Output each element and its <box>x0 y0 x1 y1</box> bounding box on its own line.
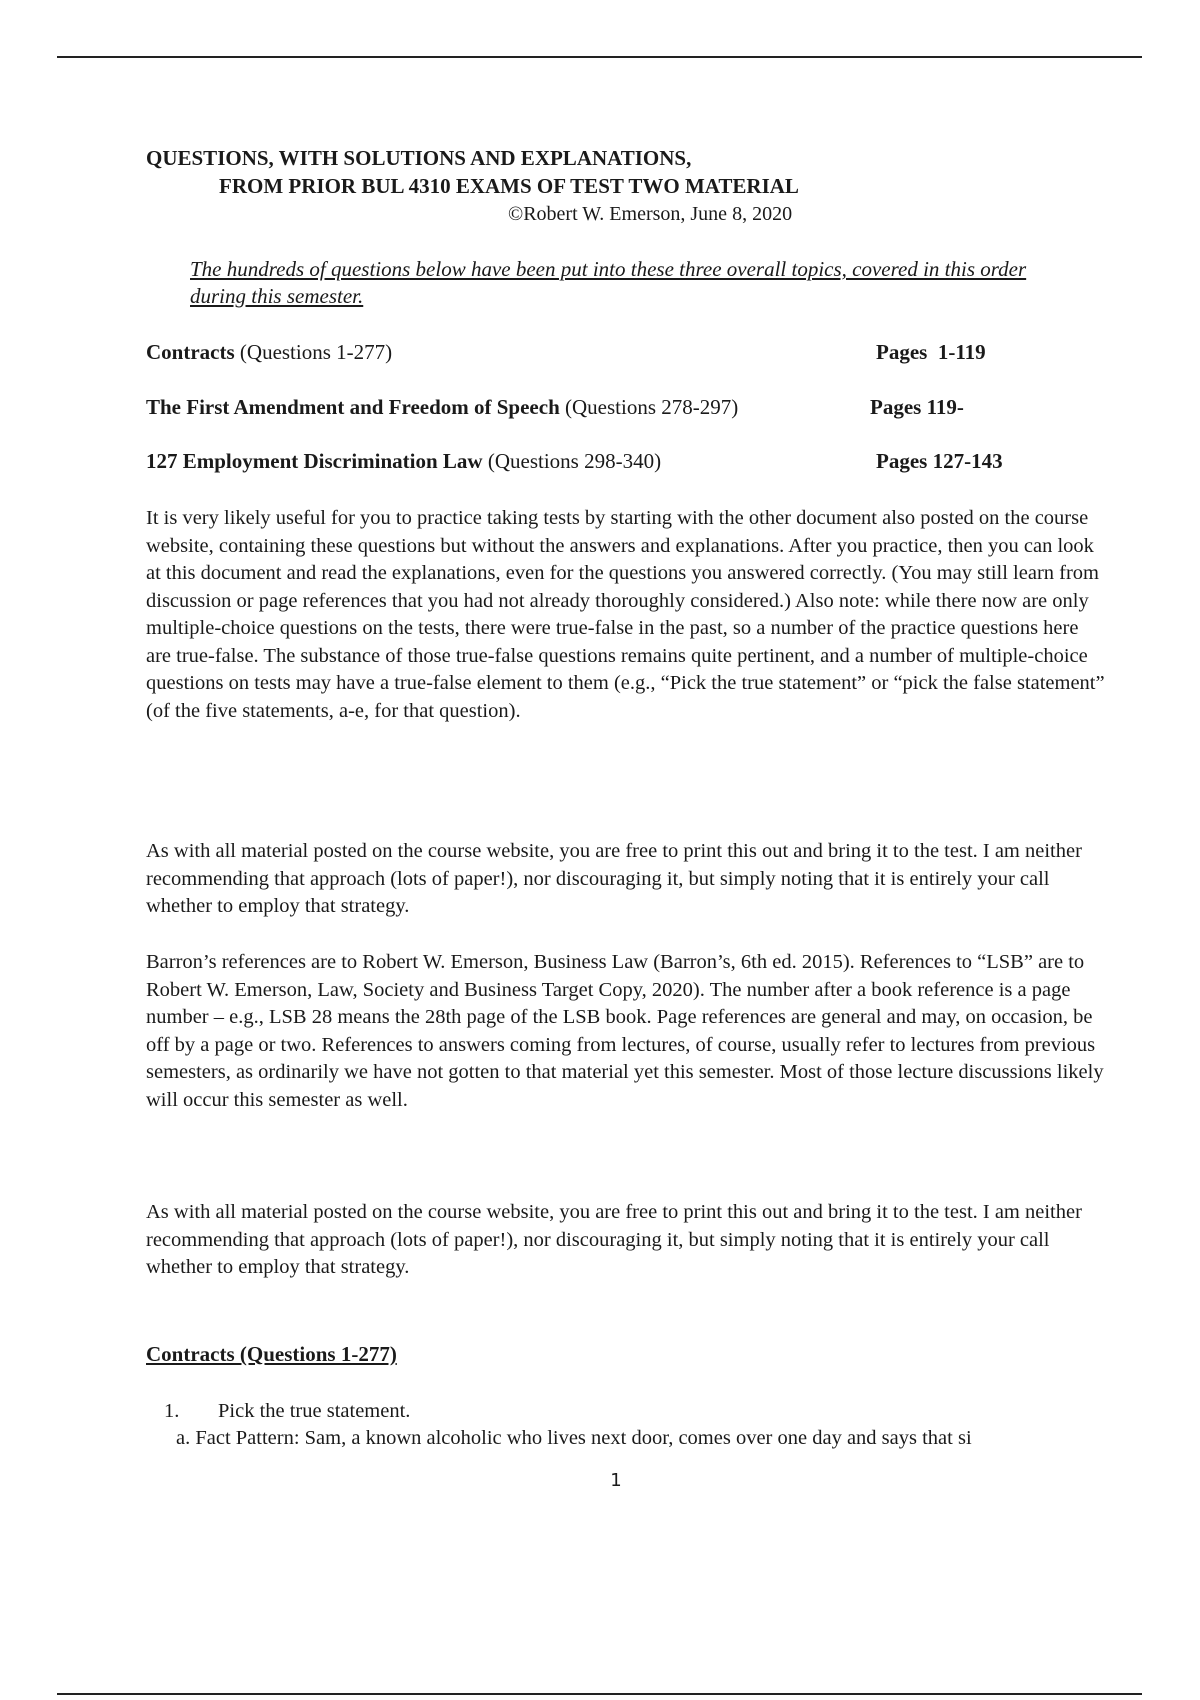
intro-note: The hundreds of questions below have been put into these three overall topics, covered in this order during this semester. <box>190 257 1027 308</box>
toc-questions: (Questions 298-340) <box>487 449 662 473</box>
section-heading-contracts: Contracts (Questions 1-277) <box>146 1342 397 1366</box>
document-title-line-1: QUESTIONS, WITH SOLUTIONS AND EXPLANATIONS, <box>146 146 692 170</box>
page-number: 1 <box>610 1470 622 1491</box>
toc-title: Employment Discrimination Law <box>182 449 483 473</box>
bottom-rule <box>57 1693 1142 1695</box>
toc-row-first-amendment <box>146 393 1046 421</box>
toc-row-contracts <box>146 338 1046 366</box>
toc-pages: Pages 1-119 <box>876 340 986 364</box>
toc-row-employment <box>146 447 1046 475</box>
question-option-a: a. Fact Pattern: Sam, a known alcoholic who lives next door, comes over one day and says that si <box>176 1427 972 1449</box>
toc-pages: Pages 119- <box>870 395 964 419</box>
copyright-line: ©Robert W. Emerson, June 8, 2020 <box>508 203 793 225</box>
toc-prefix: 127 <box>146 449 183 473</box>
toc-title: The First Amendment and Freedom of Speech <box>146 395 560 419</box>
toc-pages: Pages 127-143 <box>876 449 1003 473</box>
top-rule <box>57 56 1142 58</box>
question-text: Pick the true statement. <box>218 1400 411 1422</box>
paragraph-print-2: As with all material posted on the course website, you are free to print this out and bring it to the test. I am neither recommending that approach (lots of paper!), nor discouraging it, but simply noting that it is entirely your call whether to employ that strategy. <box>146 1201 1082 1278</box>
paragraph-references: Barron’s references are to Robert W. Emerson, Business Law (Barron’s, 6th ed. 2015). References to “LSB” are to Robert W. Emerson, Law, Society and Business Target Copy, 2020). The number after a book reference is a page number – e.g., LSB 28 means the 28th page of the LSB book. Page references are general and may, on occasion, be off by a page or two. References to answers coming from lectures, of course, usually refer to lectures from previous semesters, as ordinarily we have not gotten to that material yet this semester. Most of those lecture discussions likely will occur this semester as well. <box>146 951 1104 1111</box>
toc-title: Contracts <box>146 340 235 364</box>
paragraph-print-1: As with all material posted on the course website, you are free to print this out and bring it to the test. I am neither recommending that approach (lots of paper!), nor discouraging it, but simply noting that it is entirely your call whether to employ that strategy. <box>146 840 1082 917</box>
question-number: 1. <box>164 1400 180 1422</box>
toc-questions: (Questions 278-297) <box>565 395 739 419</box>
paragraph-practice: It is very likely useful for you to practice taking tests by starting with the other document also posted on the course website, containing these questions but without the answers and explanations. After you practice, then you can look at this document and read the explanations, even for the questions you answered correctly. (You may still learn from discussion or page references that you had not already thoroughly considered.) Also note: while there now are only multiple-choice questions on the tests, there were true-false in the past, so a number of the practice questions here are true-false. The substance of those true-false questions remains quite pertinent, and a number of multiple-choice questions on tests may have a true-false element to them (e.g., “Pick the true statement” or “pick the false statement” (of the five statements, a-e, for that question). <box>146 507 1105 722</box>
toc-questions: (Questions 1-277) <box>239 340 393 364</box>
document-title-line-2: FROM PRIOR BUL 4310 EXAMS OF TEST TWO MATERIAL <box>219 174 799 198</box>
